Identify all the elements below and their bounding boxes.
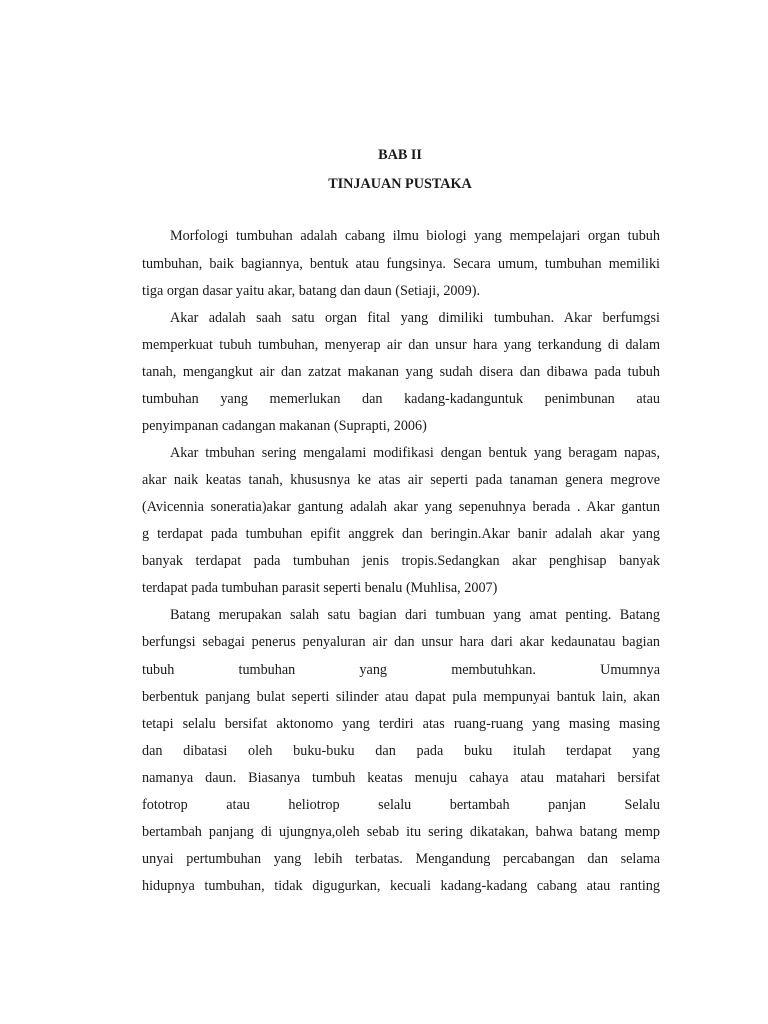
text-line: unyai pertumbuhan yang lebih terbatas. Mengandung percabangan dan selama [142,851,660,867]
text-line: terdapat pada tumbuhan parasit seperti benalu (Muhlisa, 2007) [142,580,498,596]
text-line: Akar adalah saah satu organ fital yang dimiliki tumbuhan. Akar berfumgsi [170,310,660,326]
text-line: tumbuhan, baik bagiannya, bentuk atau fungsinya. Secara umum, tumbuhan memiliki [142,256,660,272]
text-line: fototrop atau heliotrop selalu bertambah panjan Selalu [142,797,660,813]
text-line: Morfologi tumbuhan adalah cabang ilmu biologi yang mempelajari organ tubuh [170,228,660,244]
text-line: tetapi selalu bersifat aktonomo yang terdiri atas ruang-ruang yang masing masing [142,716,660,732]
text-line: banyak terdapat pada tumbuhan jenis tropis.Sedangkan akar penghisap banyak [142,553,660,569]
text-line: hidupnya tumbuhan, tidak digugurkan, kecuali kadang-kadang cabang atau ranting [142,878,660,894]
text-line: tanah, mengangkut air dan zatzat makanan yang sudah disera dan dibawa pada tubuh [142,364,660,380]
text-line: tiga organ dasar yaitu akar, batang dan daun (Setiaji, 2009). [142,283,480,299]
text-line: berfungsi sebagai penerus penyaluran air dan unsur hara dari akar kedaunatau bagian [142,634,660,650]
text-line: akar naik keatas tanah, khususnya ke atas air seperti pada tanaman genera megrove [142,472,660,488]
text-line: bertambah panjang di ujungnya,oleh sebab itu sering dikatakan, bahwa batang memp [142,824,660,840]
text-line: penyimpanan cadangan makanan (Suprapti, 2006) [142,418,427,434]
text-line: Batang merupakan salah satu bagian dari tumbuan yang amat penting. Batang [170,607,660,623]
text-line: g terdapat pada tumbuhan epifit anggrek dan beringin.Akar banir adalah akar yang [142,526,660,542]
text-line: tumbuhan yang memerlukan dan kadang-kadanguntuk penimbunan atau [142,391,660,407]
text-line: berbentuk panjang bulat seperti silinder atau dapat pula mempunyai bantuk lain, akan [142,689,660,705]
chapter-heading: BAB II [378,147,422,163]
text-line: tubuh tumbuhan yang membutuhkan. Umumnya [142,662,660,678]
text-line: dan dibatasi oleh buku-buku dan pada buku itulah terdapat yang [142,743,660,759]
text-line: memperkuat tubuh tumbuhan, menyerap air dan unsur hara yang terkandung di dalam [142,337,660,353]
text-line: (Avicennia soneratia)akar gantung adalah akar yang sepenuhnya berada . Akar gantun [142,499,660,515]
text-line: namanya daun. Biasanya tumbuh keatas menuju cahaya atau matahari bersifat [142,770,660,786]
text-line: Akar tmbuhan sering mengalami modifikasi dengan bentuk yang beragam napas, [170,445,660,461]
chapter-title: TINJAUAN PUSTAKA [328,176,472,192]
